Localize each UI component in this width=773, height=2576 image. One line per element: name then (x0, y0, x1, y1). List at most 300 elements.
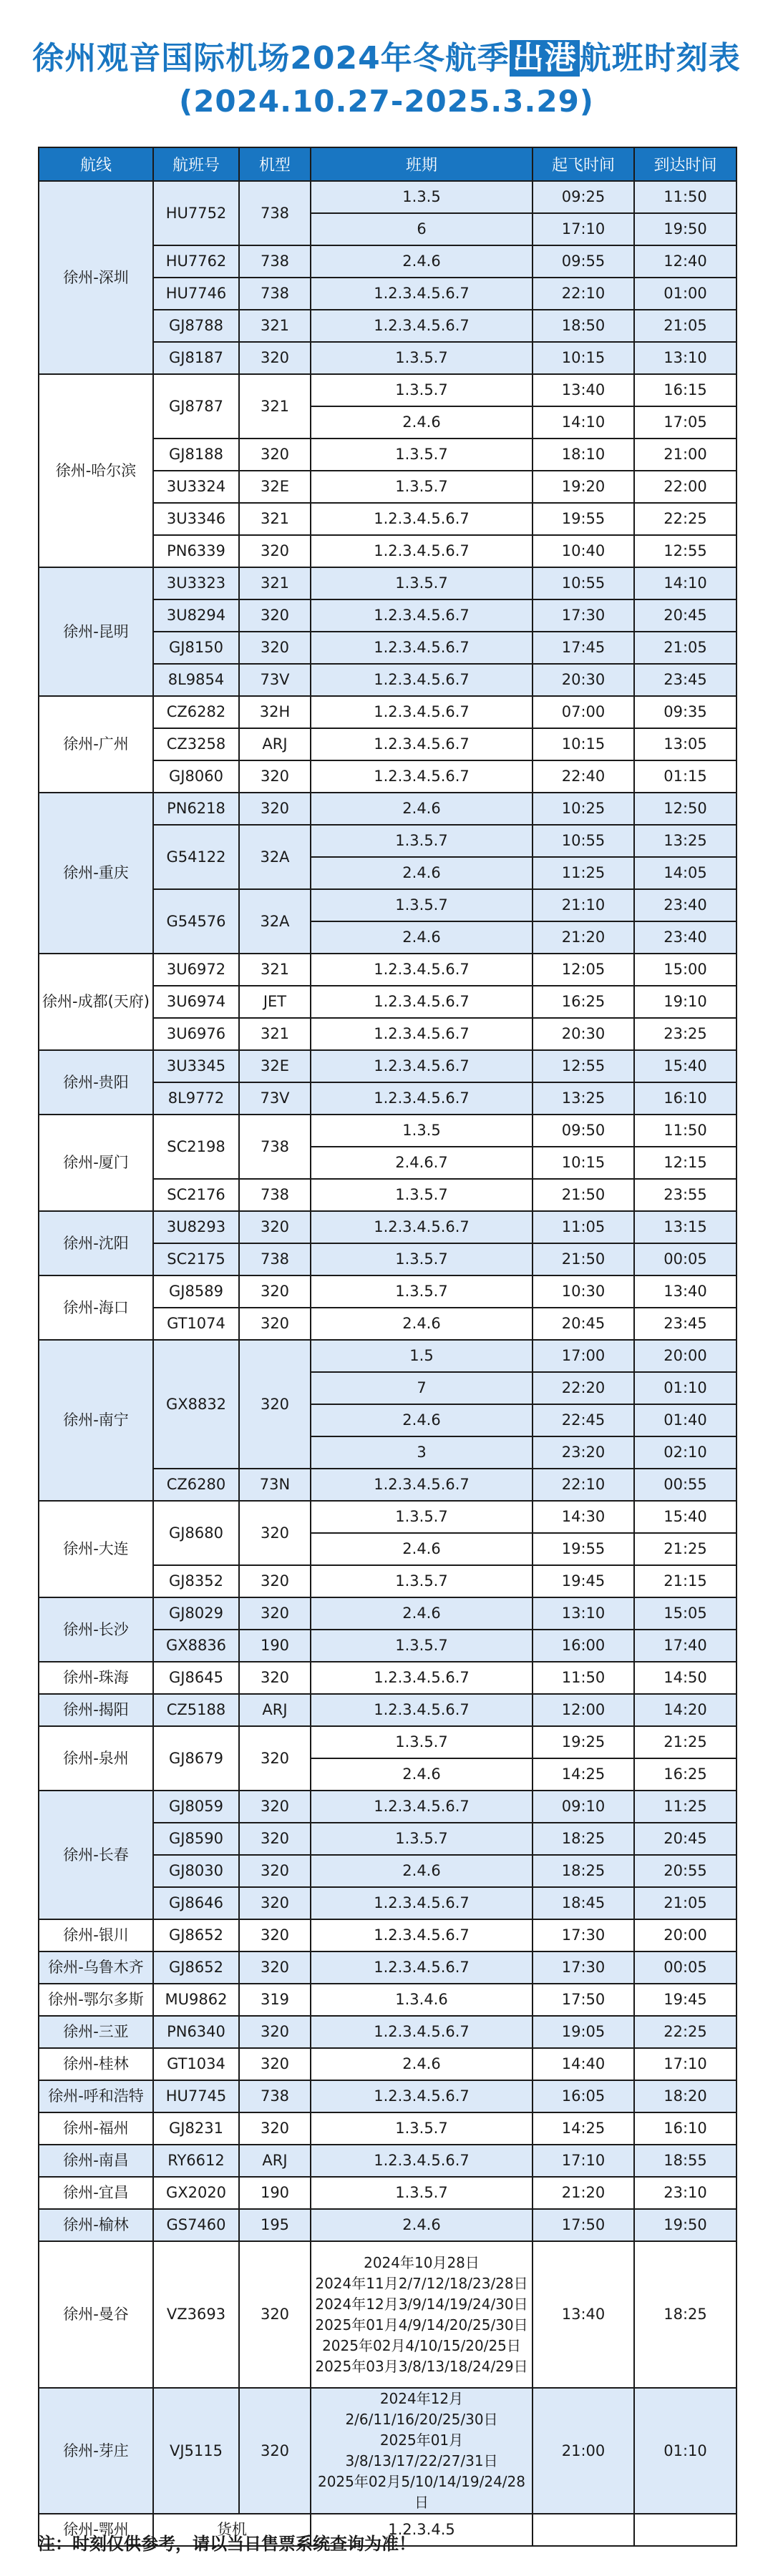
arrival-cell: 19:50 (634, 213, 736, 245)
title-part1: 徐州观音国际机场2024年冬航季 (32, 40, 510, 77)
arrival-cell: 13:15 (634, 1211, 736, 1243)
route-cell: 徐州-珠海 (39, 1662, 153, 1694)
schedule-cell: 1.3.5.7 (311, 1275, 533, 1308)
aircraft-cell: 320 (239, 1791, 311, 1823)
aircraft-cell: 320 (239, 632, 311, 664)
table-row (39, 2016, 736, 2048)
flight-cell: 3U3346 (153, 503, 239, 535)
route-cell: 徐州-昆明 (39, 567, 153, 696)
departure-cell: 10:15 (533, 342, 634, 374)
departure-cell: 21:00 (533, 2388, 634, 2514)
aircraft-cell: 32H (239, 696, 311, 728)
flight-cell: GJ8029 (153, 1597, 239, 1630)
flight-cell: 8L9854 (153, 664, 239, 696)
aircraft-cell: 738 (239, 1243, 311, 1275)
flight-cell: 3U3324 (153, 471, 239, 503)
aircraft-cell: 320 (239, 1275, 311, 1308)
flight-cell: GX8832 (153, 1340, 239, 1469)
aircraft-cell: 320 (239, 1597, 311, 1630)
arrival-cell: 00:55 (634, 1469, 736, 1501)
schedule-line: 2024年12月2/6/11/16/20/25/30日 (345, 2390, 498, 2428)
departure-cell: 19:45 (533, 1565, 634, 1597)
departure-cell: 21:20 (533, 2177, 634, 2209)
aircraft-cell: 320 (239, 2388, 311, 2514)
arrival-cell: 13:10 (634, 342, 736, 374)
arrival-cell: 01:10 (634, 1372, 736, 1404)
route-cell: 徐州-鄂州 (39, 2514, 153, 2546)
aircraft-cell: 738 (239, 1179, 311, 1211)
schedule-cell: 1.2.3.4.5.6.7 (311, 632, 533, 664)
arrival-cell: 01:00 (634, 278, 736, 310)
departure-cell: 10:25 (533, 793, 634, 825)
arrival-cell: 21:05 (634, 1887, 736, 1919)
schedule-cell: 6 (311, 213, 533, 245)
flight-cell: G54122 (153, 825, 239, 889)
table-row (39, 1115, 736, 1147)
schedule-cell: 1.2.3.4.5.6.7 (311, 278, 533, 310)
route-cell: 徐州-宜昌 (39, 2177, 153, 2209)
title-part2: 航班时刻表 (579, 40, 741, 77)
schedule-cell: 1.3.5 (311, 1115, 533, 1147)
schedule-cell: 1.3.5.7 (311, 374, 533, 406)
aircraft-cell: 320 (239, 1662, 311, 1694)
aircraft-cell: 320 (239, 1308, 311, 1340)
aircraft-cell: 320 (239, 1726, 311, 1791)
flight-cell: GJ8030 (153, 1855, 239, 1887)
schedule-cell: 1.3.5.7 (311, 2177, 533, 2209)
departure-cell: 14:30 (533, 1501, 634, 1533)
schedule-cell: 1.2.3.4.5.6.7 (311, 2016, 533, 2048)
departure-cell: 17:30 (533, 1951, 634, 1984)
schedule-cell: 1.2.3.4.5.6.7 (311, 535, 533, 567)
schedule-line: 2025年02月5/10/14/19/24/28日 (317, 2473, 525, 2511)
aircraft-cell: 320 (239, 1951, 311, 1984)
route-cell: 徐州-呼和浩特 (39, 2080, 153, 2112)
aircraft-cell: 73V (239, 1082, 311, 1115)
table-row (39, 2080, 736, 2112)
header-schedule: 班期 (311, 147, 533, 181)
schedule-cell: 1.2.3.4.5.6.7 (311, 1469, 533, 1501)
departure-cell: 14:25 (533, 1758, 634, 1791)
aircraft-cell: 320 (239, 793, 311, 825)
schedule-cell: 2.4.6 (311, 1855, 533, 1887)
schedule-cell: 2.4.6 (311, 2209, 533, 2241)
flight-cell: GJ8652 (153, 1919, 239, 1951)
departure-cell: 17:10 (533, 2145, 634, 2177)
aircraft-cell: 320 (239, 2112, 311, 2145)
schedule-cell: 2.4.6 (311, 1308, 533, 1340)
aircraft-cell: ARJ (239, 2145, 311, 2177)
aircraft-cell: 320 (239, 342, 311, 374)
arrival-cell: 20:45 (634, 1823, 736, 1855)
flight-cell: CZ6280 (153, 1469, 239, 1501)
aircraft-cell: 190 (239, 1630, 311, 1662)
departure-cell: 20:45 (533, 1308, 634, 1340)
departure-cell: 20:30 (533, 664, 634, 696)
aircraft-cell: 320 (239, 1855, 311, 1887)
schedule-cell: 1.3.5.7 (311, 1726, 533, 1758)
departure-cell: 16:00 (533, 1630, 634, 1662)
schedule-line: 2024年11月2/7/12/18/23/28日 (315, 2274, 528, 2292)
schedule-cell: 1.2.3.4.5.6.7 (311, 503, 533, 535)
route-cell: 徐州-曼谷 (39, 2241, 153, 2388)
flight-cell: PN6339 (153, 535, 239, 567)
departure-cell: 13:40 (533, 374, 634, 406)
departure-cell: 19:20 (533, 471, 634, 503)
arrival-cell (634, 2514, 736, 2546)
route-cell: 徐州-银川 (39, 1919, 153, 1951)
flight-cell: HU7762 (153, 245, 239, 278)
schedule-cell: 1.2.3.4.5.6.7 (311, 728, 533, 760)
flight-cell: GJ8787 (153, 374, 239, 439)
flight-schedule-table (38, 147, 737, 2547)
schedule-cell: 1.3.5.7 (311, 889, 533, 921)
arrival-cell: 22:25 (634, 2016, 736, 2048)
aircraft-cell: 320 (239, 1340, 311, 1469)
departure-cell: 09:55 (533, 245, 634, 278)
aircraft-cell: 320 (239, 1565, 311, 1597)
aircraft-cell: 738 (239, 181, 311, 245)
flight-cell: HU7746 (153, 278, 239, 310)
schedule-cell: 1.3.5.7 (311, 1243, 533, 1275)
departure-cell: 22:10 (533, 278, 634, 310)
flight-cell: GJ8652 (153, 1951, 239, 1984)
route-cell: 徐州-贵阳 (39, 1050, 153, 1115)
route-cell: 徐州-哈尔滨 (39, 374, 153, 567)
departure-cell: 22:40 (533, 760, 634, 793)
departure-cell: 10:30 (533, 1275, 634, 1308)
arrival-cell: 18:55 (634, 2145, 736, 2177)
aircraft-cell: 320 (239, 439, 311, 471)
schedule-cell: 1.3.5.7 (311, 1179, 533, 1211)
arrival-cell: 21:25 (634, 1726, 736, 1758)
aircraft-cell: 320 (239, 1919, 311, 1951)
departure-cell: 11:05 (533, 1211, 634, 1243)
flight-cell: GJ8150 (153, 632, 239, 664)
flight-cell: PN6218 (153, 793, 239, 825)
route-cell: 徐州-深圳 (39, 181, 153, 374)
route-cell: 徐州-成都(天府) (39, 954, 153, 1050)
schedule-cell: 1.2.3.4.5.6.7 (311, 760, 533, 793)
schedule-cell: 1.3.5.7 (311, 567, 533, 599)
schedule-line: 2025年01月3/8/13/17/22/27/31日 (345, 2431, 498, 2469)
departure-cell: 22:10 (533, 1469, 634, 1501)
aircraft-cell: 738 (239, 245, 311, 278)
arrival-cell: 23:40 (634, 889, 736, 921)
route-cell: 徐州-长春 (39, 1791, 153, 1919)
schedule-cell: 1.2.3.4.5.6.7 (311, 1662, 533, 1694)
route-cell: 徐州-大连 (39, 1501, 153, 1597)
arrival-cell: 18:20 (634, 2080, 736, 2112)
aircraft-cell: 73V (239, 664, 311, 696)
departure-cell: 20:30 (533, 1018, 634, 1050)
arrival-cell: 16:15 (634, 374, 736, 406)
aircraft-cell: 320 (239, 599, 311, 632)
arrival-cell: 13:05 (634, 728, 736, 760)
arrival-cell: 22:25 (634, 503, 736, 535)
flight-cell: 3U6972 (153, 954, 239, 986)
arrival-cell: 20:00 (634, 1919, 736, 1951)
table-body (39, 181, 736, 2546)
arrival-cell: 14:50 (634, 1662, 736, 1694)
departure-cell: 12:00 (533, 1694, 634, 1726)
flight-cell: 3U6974 (153, 986, 239, 1018)
schedule-cell: 1.3.5.7 (311, 471, 533, 503)
table-row (39, 2145, 736, 2177)
departure-cell: 13:40 (533, 2241, 634, 2388)
departure-cell: 12:55 (533, 1050, 634, 1082)
arrival-cell: 17:40 (634, 1630, 736, 1662)
schedule-cell: 1.2.3.4.5.6.7 (311, 599, 533, 632)
flight-cell: 3U6976 (153, 1018, 239, 1050)
flight-cell: GJ8788 (153, 310, 239, 342)
schedule-cell: 7 (311, 1372, 533, 1404)
flight-cell: SC2176 (153, 1179, 239, 1211)
schedule-cell: 1.2.3.4.5.6.7 (311, 1887, 533, 1919)
table-row (39, 2241, 736, 2388)
schedule-cell: 2.4.6 (311, 245, 533, 278)
table-row (39, 1919, 736, 1951)
schedule-cell: 2.4.6 (311, 1758, 533, 1791)
table-row (39, 696, 736, 728)
departure-cell: 12:05 (533, 954, 634, 986)
table-row (39, 1791, 736, 1823)
arrival-cell: 11:50 (634, 181, 736, 213)
aircraft-cell: 321 (239, 374, 311, 439)
schedule-cell: 1.2.3.4.5.6.7 (311, 1082, 533, 1115)
schedule-cell: 1.2.3.4.5.6.7 (311, 664, 533, 696)
arrival-cell: 16:25 (634, 1758, 736, 1791)
aircraft-cell: 738 (239, 1115, 311, 1179)
aircraft-cell: 320 (239, 2016, 311, 2048)
schedule-cell: 1.3.5.7 (311, 1630, 533, 1662)
aircraft-cell: 32A (239, 825, 311, 889)
departure-cell: 18:10 (533, 439, 634, 471)
flight-cell: GJ8231 (153, 2112, 239, 2145)
departure-cell: 21:50 (533, 1243, 634, 1275)
schedule-cell: 1.2.3.4.5.6.7 (311, 1951, 533, 1984)
arrival-cell: 23:10 (634, 2177, 736, 2209)
flight-cell: VJ5115 (153, 2388, 239, 2514)
flight-cell: GT1074 (153, 1308, 239, 1340)
arrival-cell: 15:05 (634, 1597, 736, 1630)
aircraft-cell: 321 (239, 503, 311, 535)
schedule-cell: 2.4.6 (311, 793, 533, 825)
departure-cell: 17:00 (533, 1340, 634, 1372)
route-cell: 徐州-芽庄 (39, 2388, 153, 2514)
departure-cell: 19:55 (533, 1533, 634, 1565)
route-cell: 徐州-重庆 (39, 793, 153, 954)
schedule-cell: 1.2.3.4.5.6.7 (311, 2145, 533, 2177)
aircraft-cell: 321 (239, 1018, 311, 1050)
schedule-cell: 2.4.6 (311, 1597, 533, 1630)
table-row (39, 2177, 736, 2209)
flight-cell: 3U3345 (153, 1050, 239, 1082)
table-row (39, 1662, 736, 1694)
arrival-cell: 20:45 (634, 599, 736, 632)
table-row (39, 1694, 736, 1726)
departure-cell: 13:10 (533, 1597, 634, 1630)
departure-cell: 16:05 (533, 2080, 634, 2112)
schedule-cell: 1.2.3.4.5.6.7 (311, 310, 533, 342)
route-cell: 徐州-榆林 (39, 2209, 153, 2241)
departure-cell: 10:55 (533, 567, 634, 599)
departure-cell: 21:10 (533, 889, 634, 921)
route-cell: 徐州-南宁 (39, 1340, 153, 1501)
schedule-cell: 1.2.3.4.5.6.7 (311, 1211, 533, 1243)
schedule-line: 2025年01月4/9/14/20/25/30日 (315, 2316, 528, 2333)
arrival-cell: 23:25 (634, 1018, 736, 1050)
arrival-cell: 19:50 (634, 2209, 736, 2241)
route-cell: 徐州-揭阳 (39, 1694, 153, 1726)
flight-cell: SC2175 (153, 1243, 239, 1275)
departure-cell: 21:20 (533, 921, 634, 954)
schedule-cell: 1.2.3.4.5 (311, 2514, 533, 2546)
arrival-cell: 11:50 (634, 1115, 736, 1147)
header-departure: 起飞时间 (533, 147, 634, 181)
arrival-cell: 21:25 (634, 1533, 736, 1565)
departure-cell: 07:00 (533, 696, 634, 728)
flight-cell: HU7745 (153, 2080, 239, 2112)
arrival-cell: 01:15 (634, 760, 736, 793)
arrival-cell: 12:50 (634, 793, 736, 825)
aircraft-cell: 320 (239, 535, 311, 567)
schedule-cell: 1.3.5.7 (311, 1823, 533, 1855)
departure-cell: 10:40 (533, 535, 634, 567)
aircraft-cell: 320 (239, 1823, 311, 1855)
route-cell: 徐州-泉州 (39, 1726, 153, 1791)
departure-cell: 17:30 (533, 1919, 634, 1951)
aircraft-cell: 320 (239, 760, 311, 793)
aircraft-cell: 738 (239, 2080, 311, 2112)
arrival-cell: 11:25 (634, 1791, 736, 1823)
route-cell: 徐州-长沙 (39, 1597, 153, 1662)
aircraft-cell: 321 (239, 954, 311, 986)
arrival-cell: 20:55 (634, 1855, 736, 1887)
arrival-cell: 15:00 (634, 954, 736, 986)
arrival-cell: 12:15 (634, 1147, 736, 1179)
arrival-cell: 14:20 (634, 1694, 736, 1726)
arrival-cell: 00:05 (634, 1243, 736, 1275)
departure-cell: 14:25 (533, 2112, 634, 2145)
flight-cell: GJ8352 (153, 1565, 239, 1597)
aircraft-cell: 320 (239, 2048, 311, 2080)
schedule-cell: 1.3.5.7 (311, 1565, 533, 1597)
route-cell: 徐州-桂林 (39, 2048, 153, 2080)
table-row (39, 954, 736, 986)
flight-cell: GJ8645 (153, 1662, 239, 1694)
aircraft-cell: 320 (239, 1211, 311, 1243)
route-cell: 徐州-南昌 (39, 2145, 153, 2177)
arrival-cell: 09:35 (634, 696, 736, 728)
aircraft-cell: 32E (239, 471, 311, 503)
aircraft-cell: 319 (239, 1984, 311, 2016)
footnote: 注：时刻仅供参考，请以当日售票系统查询为准！ (38, 2534, 416, 2554)
schedule-line: 2025年02月4/10/15/20/25日 (322, 2336, 521, 2354)
route-cell: 徐州-乌鲁木齐 (39, 1951, 153, 1984)
arrival-cell: 19:45 (634, 1984, 736, 2016)
arrival-cell: 02:10 (634, 1436, 736, 1469)
arrival-cell: 23:55 (634, 1179, 736, 1211)
departure-cell: 17:50 (533, 1984, 634, 2016)
arrival-cell: 21:05 (634, 310, 736, 342)
flight-cell: CZ5188 (153, 1694, 239, 1726)
schedule-cell: 1.3.5.7 (311, 825, 533, 857)
arrival-cell: 20:00 (634, 1340, 736, 1372)
aircraft-cell: 32E (239, 1050, 311, 1082)
flight-cell: VZ3693 (153, 2241, 239, 2388)
arrival-cell: 01:40 (634, 1404, 736, 1436)
flight-cell: GJ8590 (153, 1823, 239, 1855)
table-row (39, 2388, 736, 2514)
schedule-cell: 1.2.3.4.5.6.7 (311, 2080, 533, 2112)
flight-cell: GJ8680 (153, 1501, 239, 1565)
departure-cell: 09:50 (533, 1115, 634, 1147)
flight-cell: GX8836 (153, 1630, 239, 1662)
flight-cell: MU9862 (153, 1984, 239, 2016)
route-cell: 徐州-福州 (39, 2112, 153, 2145)
title-date-range: (2024.10.27-2025.3.29) (179, 84, 594, 119)
flight-cell: 3U8293 (153, 1211, 239, 1243)
departure-cell: 17:10 (533, 213, 634, 245)
departure-cell: 23:20 (533, 1436, 634, 1469)
route-cell: 徐州-海口 (39, 1275, 153, 1340)
departure-cell: 19:55 (533, 503, 634, 535)
aircraft-cell: JET (239, 986, 311, 1018)
aircraft-cell: 320 (239, 2241, 311, 2388)
schedule-cell: 1.2.3.4.5.6.7 (311, 1791, 533, 1823)
schedule-cell: 1.2.3.4.5.6.7 (311, 1018, 533, 1050)
arrival-cell: 16:10 (634, 1082, 736, 1115)
departure-cell: 21:50 (533, 1179, 634, 1211)
schedule-cell: 2.4.6 (311, 406, 533, 439)
schedule-cell: 1.2.3.4.5.6.7 (311, 954, 533, 986)
arrival-cell: 21:00 (634, 439, 736, 471)
arrival-cell: 13:40 (634, 1275, 736, 1308)
schedule-cell: 1.3.5.7 (311, 1501, 533, 1533)
schedule-cell: 2.4.6 (311, 1404, 533, 1436)
flight-cell: GJ8188 (153, 439, 239, 471)
route-cell: 徐州-厦门 (39, 1115, 153, 1211)
departure-cell: 10:15 (533, 728, 634, 760)
flight-cell: CZ6282 (153, 696, 239, 728)
arrival-cell: 23:45 (634, 664, 736, 696)
route-cell: 徐州-鄂尔多斯 (39, 1984, 153, 2016)
departure-cell: 18:25 (533, 1823, 634, 1855)
schedule-cell: 2.4.6 (311, 857, 533, 889)
schedule-cell: 2.4.6 (311, 1533, 533, 1565)
arrival-cell: 21:05 (634, 632, 736, 664)
departure-cell: 16:25 (533, 986, 634, 1018)
departure-cell: 17:45 (533, 632, 634, 664)
departure-cell: 18:25 (533, 1855, 634, 1887)
aircraft-cell: 195 (239, 2209, 311, 2241)
table-row (39, 374, 736, 406)
table-row (39, 1340, 736, 1372)
page-title (0, 37, 773, 123)
departure-cell (533, 2514, 634, 2546)
header-aircraft: 机型 (239, 147, 311, 181)
flight-cell: HU7752 (153, 181, 239, 245)
aircraft-cell: 738 (239, 278, 311, 310)
schedule-cell: 2.4.6 (311, 2048, 533, 2080)
arrival-cell: 13:25 (634, 825, 736, 857)
departure-cell: 17:50 (533, 2209, 634, 2241)
departure-cell: 13:25 (533, 1082, 634, 1115)
arrival-cell: 00:05 (634, 1951, 736, 1984)
title-highlight: 出港 (510, 40, 580, 77)
departure-cell: 18:50 (533, 310, 634, 342)
